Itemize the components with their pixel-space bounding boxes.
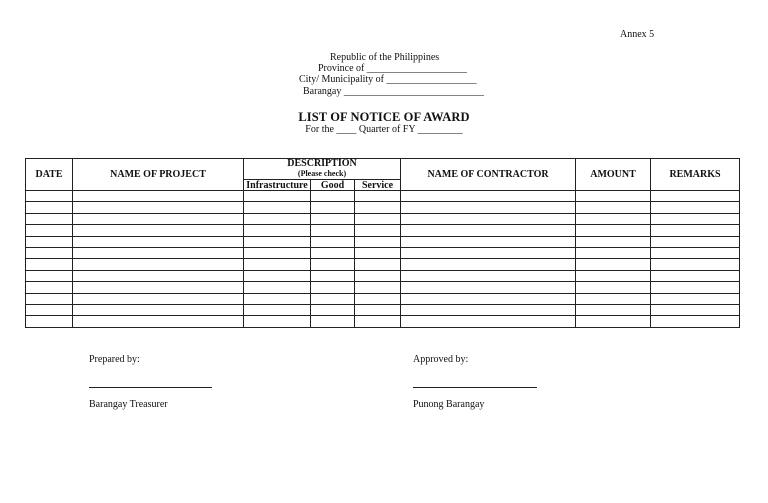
table-cell — [401, 202, 576, 213]
table-cell — [26, 191, 73, 202]
table-cell — [651, 213, 740, 224]
table-row — [26, 259, 740, 270]
column-header-date: DATE — [26, 159, 73, 191]
document-title: LIST OF NOTICE OF AWARD — [298, 110, 470, 124]
table-cell — [311, 225, 355, 236]
column-header-remarks: REMARKS — [651, 159, 740, 191]
table-row — [26, 213, 740, 224]
table-cell — [401, 213, 576, 224]
table-cell — [244, 304, 311, 315]
table-cell — [576, 259, 651, 270]
table-cell — [576, 225, 651, 236]
table-cell — [244, 282, 311, 293]
column-header-description — [244, 159, 401, 180]
approved-signature-line — [413, 387, 537, 388]
table-row — [26, 191, 740, 202]
table-cell — [73, 247, 244, 258]
table-cell — [651, 191, 740, 202]
table-cell — [311, 191, 355, 202]
table-cell — [26, 247, 73, 258]
table-cell — [311, 270, 355, 281]
table-cell — [244, 225, 311, 236]
table-cell — [244, 213, 311, 224]
table-cell — [311, 236, 355, 247]
table-cell — [651, 259, 740, 270]
table-cell — [311, 213, 355, 224]
notice-of-award-table — [25, 158, 740, 328]
prepared-by-label: Prepared by: — [89, 354, 140, 365]
table-cell — [73, 202, 244, 213]
table-cell — [73, 259, 244, 270]
table-cell — [576, 213, 651, 224]
table-cell — [651, 202, 740, 213]
table-cell — [401, 293, 576, 304]
description-label: DESCRIPTION — [287, 158, 357, 169]
table-cell — [576, 316, 651, 327]
table-cell — [355, 304, 401, 315]
table-cell — [26, 293, 73, 304]
table-cell — [311, 316, 355, 327]
table-cell — [73, 213, 244, 224]
table-cell — [311, 282, 355, 293]
period-line: For the ____ Quarter of FY _________ — [305, 124, 463, 135]
table-cell — [401, 282, 576, 293]
republic-line: Republic of the Philippines — [330, 52, 440, 63]
table-row — [26, 236, 740, 247]
table-cell — [73, 282, 244, 293]
table-row — [26, 202, 740, 213]
table-cell — [401, 316, 576, 327]
table-cell — [401, 191, 576, 202]
table-cell — [26, 213, 73, 224]
approved-role: Punong Barangay — [413, 399, 485, 410]
table-cell — [355, 270, 401, 281]
table-cell — [73, 270, 244, 281]
table-cell — [576, 191, 651, 202]
table-cell — [401, 259, 576, 270]
table-cell — [651, 293, 740, 304]
table-cell — [651, 270, 740, 281]
table-cell — [244, 247, 311, 258]
table-row — [26, 316, 740, 327]
table-cell — [401, 236, 576, 247]
table-cell — [26, 304, 73, 315]
table-cell — [355, 247, 401, 258]
table-cell — [355, 213, 401, 224]
description-note: (Please check) — [297, 169, 347, 178]
table-cell — [244, 191, 311, 202]
table-cell — [311, 304, 355, 315]
table-cell — [26, 259, 73, 270]
table-cell — [651, 247, 740, 258]
table-cell — [73, 191, 244, 202]
table-cell — [651, 316, 740, 327]
table-cell — [73, 316, 244, 327]
city-line: City/ Municipality of __________________ — [299, 74, 477, 85]
table-cell — [401, 304, 576, 315]
barangay-line: Barangay ____________________________ — [303, 86, 484, 97]
table-row — [26, 270, 740, 281]
column-header-amount: AMOUNT — [576, 159, 651, 191]
table-cell — [244, 202, 311, 213]
table-cell — [244, 270, 311, 281]
table-cell — [576, 282, 651, 293]
subheader-infrastructure: Infrastructure — [244, 180, 311, 191]
table-cell — [355, 316, 401, 327]
table-cell — [26, 236, 73, 247]
table-cell — [576, 236, 651, 247]
table-cell — [26, 270, 73, 281]
table-body — [26, 191, 740, 328]
column-header-project: NAME OF PROJECT — [73, 159, 244, 191]
prepared-signature-line — [89, 387, 212, 388]
table-cell — [73, 293, 244, 304]
table-cell — [651, 282, 740, 293]
table-cell — [244, 236, 311, 247]
annex-label: Annex 5 — [620, 29, 655, 40]
table-cell — [311, 293, 355, 304]
table-cell — [244, 316, 311, 327]
table-cell — [401, 270, 576, 281]
table-cell — [355, 191, 401, 202]
approved-by-label: Approved by: — [413, 354, 469, 365]
table-cell — [576, 202, 651, 213]
table-row — [26, 293, 740, 304]
table-cell — [73, 225, 244, 236]
table-row — [26, 304, 740, 315]
table-cell — [311, 247, 355, 258]
table-cell — [311, 259, 355, 270]
table-cell — [576, 293, 651, 304]
table-cell — [244, 259, 311, 270]
table-cell — [26, 316, 73, 327]
province-line: Province of ____________________ — [318, 63, 467, 74]
subheader-good: Good — [311, 180, 355, 191]
table-row — [26, 247, 740, 258]
table-cell — [576, 247, 651, 258]
table-cell — [355, 236, 401, 247]
table-cell — [355, 282, 401, 293]
table-cell — [355, 225, 401, 236]
table-cell — [355, 202, 401, 213]
table-cell — [311, 202, 355, 213]
table-cell — [401, 225, 576, 236]
table-cell — [26, 202, 73, 213]
table-cell — [73, 236, 244, 247]
table-cell — [355, 259, 401, 270]
table-cell — [576, 304, 651, 315]
table-cell — [651, 236, 740, 247]
table-cell — [401, 247, 576, 258]
table-cell — [355, 293, 401, 304]
prepared-role: Barangay Treasurer — [89, 399, 168, 410]
table-cell — [651, 304, 740, 315]
table-row — [26, 225, 740, 236]
table-cell — [26, 282, 73, 293]
table-cell — [651, 225, 740, 236]
table-cell — [244, 293, 311, 304]
table-row — [26, 282, 740, 293]
subheader-service: Service — [355, 180, 401, 191]
table-cell — [73, 304, 244, 315]
table-cell — [26, 225, 73, 236]
table-cell — [576, 270, 651, 281]
column-header-contractor: NAME OF CONTRACTOR — [401, 159, 576, 191]
